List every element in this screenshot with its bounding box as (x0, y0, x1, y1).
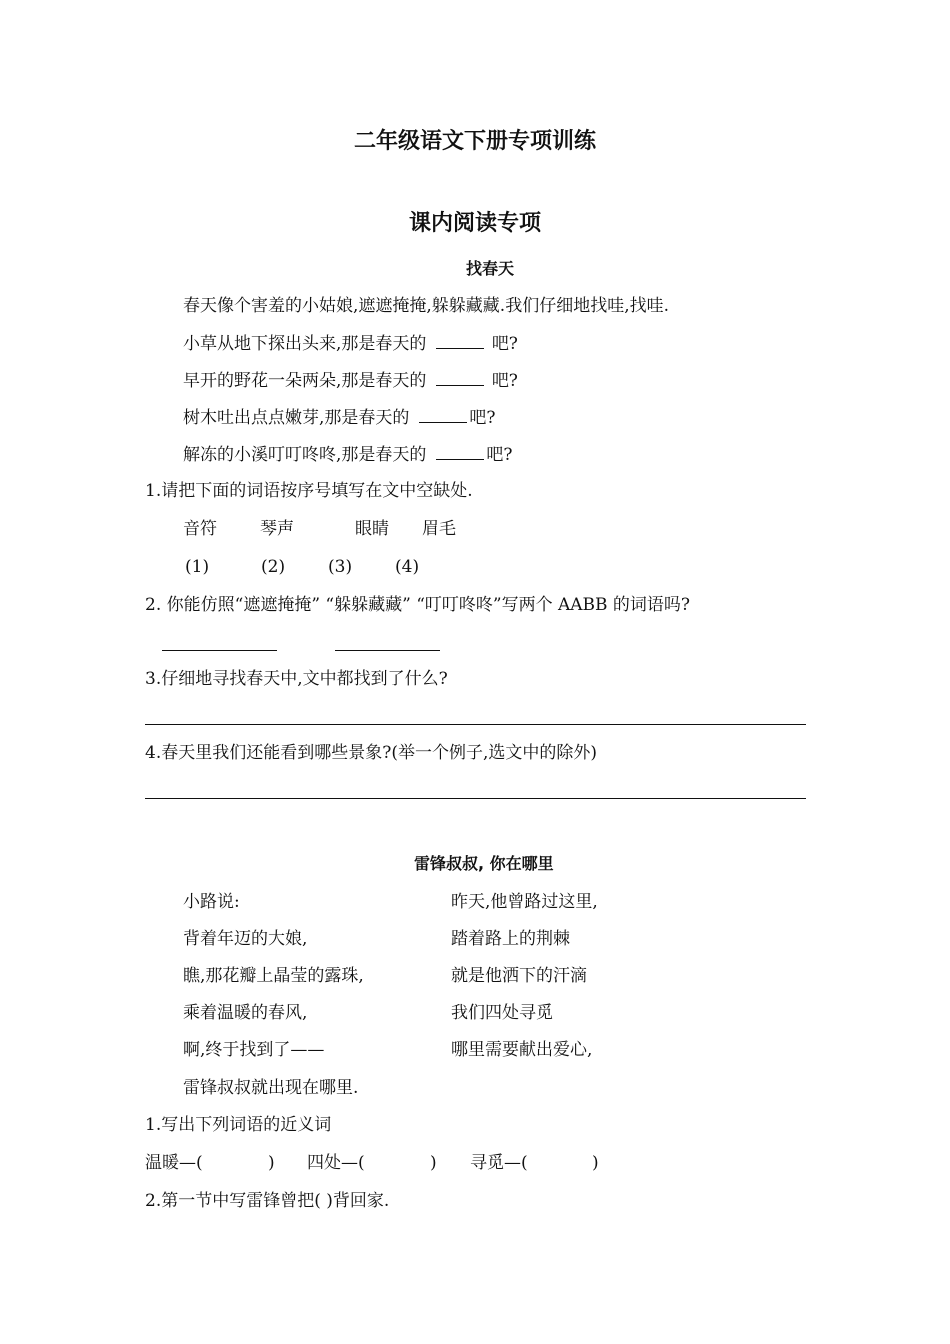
poem-line: 雷锋叔叔就出现在哪里. (183, 1078, 359, 1098)
answer-line[interactable] (335, 650, 440, 651)
poem-line: 踏着路上的荆棘 (451, 929, 570, 949)
answer-blank[interactable] (436, 443, 484, 460)
question-1: 1.写出下列词语的近义词 (145, 1115, 332, 1135)
passage-line: 树木吐出点点嫩芽,那是春天的 吧? (183, 408, 496, 428)
question-1: 1.请把下面的词语按序号填写在文中空缺处. (145, 481, 473, 501)
synonym-prompt: 四处—( (307, 1153, 365, 1173)
passage-intro: 春天像个害羞的小姑娘,遮遮掩掩,躲躲藏藏.我们仔细地找哇,找哇. (183, 296, 670, 316)
answer-blank[interactable] (436, 369, 484, 386)
word-option: 琴声 (260, 519, 294, 539)
option-number: (2) (261, 557, 286, 577)
section-title: 课内阅读专项 (408, 211, 541, 236)
passage-title: 找春天 (466, 259, 515, 278)
poem-line: 我们四处寻觅 (451, 1003, 553, 1023)
passage-line: 解冻的小溪叮叮咚咚,那是春天的 吧? (183, 445, 513, 465)
option-number: (3) (328, 557, 353, 577)
answer-line[interactable] (145, 724, 806, 725)
passage-line: 早开的野花一朵两朵,那是春天的 吧? (183, 371, 518, 391)
poem-line: 昨天,他曾路过这里, (451, 892, 598, 912)
question-2: 2.第一节中写雷锋曾把( )背回家. (145, 1191, 390, 1211)
synonym-prompt: 温暖—( (145, 1153, 203, 1173)
answer-blank[interactable] (419, 406, 467, 423)
synonym-close: ) (430, 1153, 437, 1173)
document-title: 二年级语文下册专项训练 (353, 129, 596, 154)
poem-line: 乘着温暖的春风, (183, 1003, 308, 1023)
word-option: 音符 (183, 519, 217, 539)
word-option: 眼睛 (355, 519, 389, 539)
option-number: (1) (185, 557, 210, 577)
poem-line: 背着年迈的大娘, (183, 929, 308, 949)
poem-line: 哪里需要献出爱心, (451, 1040, 593, 1060)
answer-line[interactable] (162, 650, 277, 651)
synonym-close: ) (592, 1153, 599, 1173)
answer-blank[interactable] (436, 332, 484, 349)
poem-line: 啊,终于找到了—— (183, 1040, 325, 1060)
poem-line: 就是他洒下的汗滴 (451, 966, 587, 986)
synonym-close: ) (268, 1153, 275, 1173)
poem-line: 瞧,那花瓣上晶莹的露珠, (183, 966, 364, 986)
poem-line: 小路说: (183, 892, 240, 912)
question-3: 3.仔细地寻找春天中,文中都找到了什么? (145, 669, 448, 689)
question-2: 2. 你能仿照“遮遮掩掩” “躲躲藏藏” “叮叮咚咚”写两个 AABB 的词语吗? (145, 595, 691, 615)
synonym-prompt: 寻觅—( (470, 1153, 528, 1173)
passage-line: 小草从地下探出头来,那是春天的 吧? (183, 334, 518, 354)
word-option: 眉毛 (422, 519, 456, 539)
question-4: 4.春天里我们还能看到哪些景象?(举一个例子,选文中的除外) (145, 743, 598, 763)
passage-title: 雷锋叔叔, 你在哪里 (414, 854, 554, 873)
answer-line[interactable] (145, 798, 806, 799)
option-number: (4) (395, 557, 420, 577)
